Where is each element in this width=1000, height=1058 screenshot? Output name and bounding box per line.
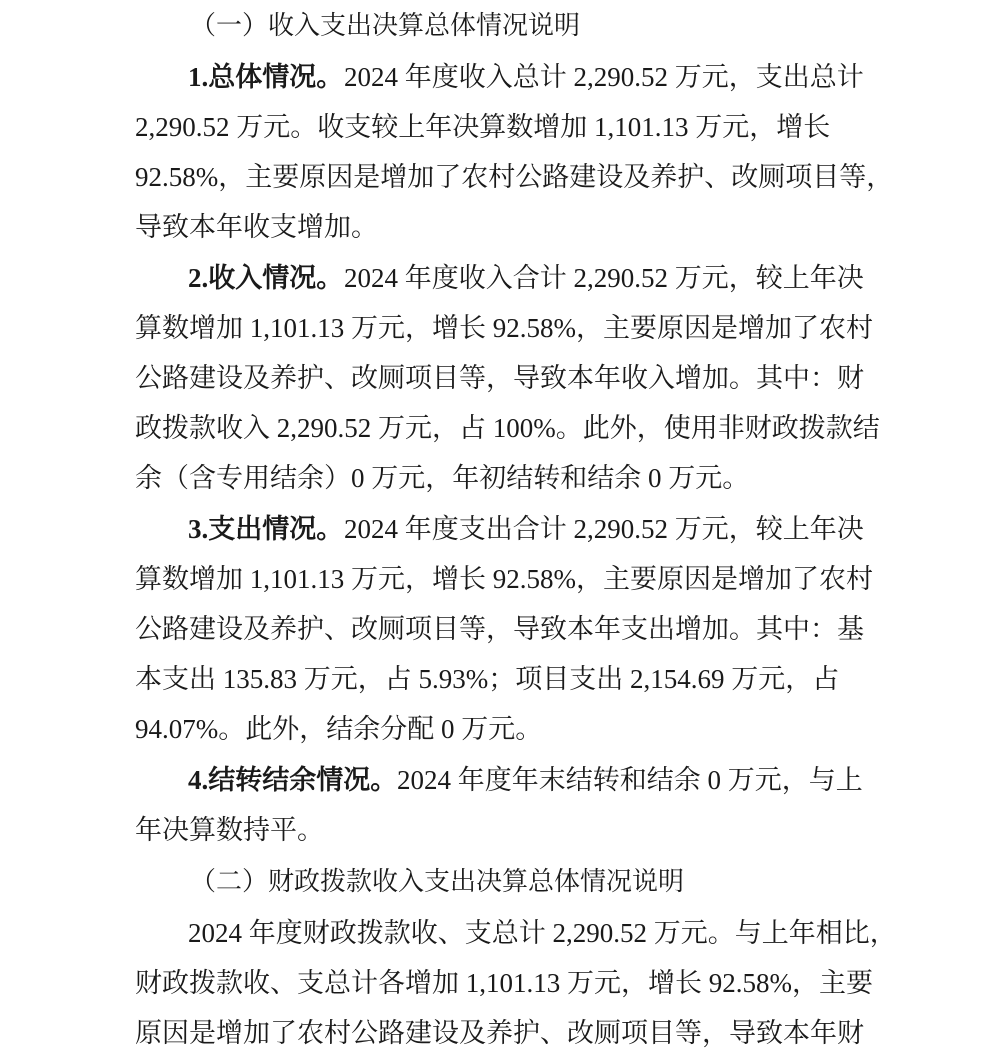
paragraph-expense-text-1: 2024 年度支出合计 2,290.52 万元，较上年决: [344, 514, 864, 544]
paragraph-expense-text-3: 公路建设及养护、改厕项目等，导致本年支出增加。其中：基: [135, 614, 864, 644]
paragraph-expense-label: 3.支出情况。: [188, 514, 344, 544]
section-heading-2-text: （二）财政拨款收入支出决算总体情况说明: [190, 867, 685, 896]
paragraph-income-text-2: 算数增加 1,101.13 万元，增长 92.58%，主要原因是增加了农村: [135, 313, 873, 343]
paragraph-expense-line-1: [0, 504, 1000, 554]
paragraph-fiscal-text-2: 财政拨款收、支总计各增加 1,101.13 万元，增长 92.58%，主要: [135, 968, 873, 998]
paragraph-overall-line-3: [0, 152, 1000, 202]
paragraph-expense-text-2: 算数增加 1,101.13 万元，增长 92.58%，主要原因是增加了农村: [135, 564, 873, 594]
paragraph-fiscal-text-1: 2024 年度财政拨款收、支总计 2,290.52 万元。与上年相比，: [188, 918, 897, 948]
paragraph-fiscal-line-3: [0, 1008, 1000, 1058]
paragraph-overall-line-1: [0, 52, 1000, 102]
paragraph-income-line-5: [0, 453, 1000, 503]
section-heading-1: [0, 1, 1000, 51]
paragraph-expense-line-5: [0, 704, 1000, 754]
paragraph-income-text-3: 公路建设及养护、改厕项目等，导致本年收入增加。其中：财: [135, 363, 864, 393]
paragraph-income-text-4: 政拨款收入 2,290.52 万元，占 100%。此外，使用非财政拨款结: [135, 413, 880, 443]
paragraph-overall-text-3: 92.58%，主要原因是增加了农村公路建设及养护、改厕项目等，: [135, 162, 894, 192]
paragraph-expense-line-3: [0, 604, 1000, 654]
section-heading-2: [0, 857, 1000, 907]
paragraph-expense-line-4: [0, 654, 1000, 704]
paragraph-carryover-text-1: 2024 年度年末结转和结余 0 万元，与上: [397, 765, 863, 795]
paragraph-overall-text-4: 导致本年收支增加。: [135, 212, 378, 242]
paragraph-overall-text-1: 2024 年度收入总计 2,290.52 万元，支出总计: [344, 62, 864, 92]
paragraph-fiscal-text-3: 原因是增加了农村公路建设及养护、改厕项目等，导致本年财: [135, 1018, 864, 1048]
section-heading-1-text: （一）收入支出决算总体情况说明: [190, 11, 581, 40]
paragraph-fiscal-line-2: [0, 958, 1000, 1008]
paragraph-expense-text-4: 本支出 135.83 万元，占 5.93%；项目支出 2,154.69 万元，占: [135, 664, 840, 694]
paragraph-fiscal-line-1: [0, 908, 1000, 958]
paragraph-income-line-2: [0, 303, 1000, 353]
paragraph-income-label: 2.收入情况。: [188, 263, 344, 293]
paragraph-expense-text-5: 94.07%。此外，结余分配 0 万元。: [135, 714, 543, 744]
paragraph-income-text-1: 2024 年度收入合计 2,290.52 万元，较上年决: [344, 263, 864, 293]
paragraph-overall-label: 1.总体情况。: [188, 62, 344, 92]
paragraph-income-line-4: [0, 403, 1000, 453]
paragraph-carryover-text-2: 年决算数持平。: [135, 815, 324, 845]
paragraph-overall-text-2: 2,290.52 万元。收支较上年决算数增加 1,101.13 万元，增长: [135, 112, 831, 142]
paragraph-overall-line-4: [0, 202, 1000, 252]
paragraph-expense-line-2: [0, 554, 1000, 604]
paragraph-income-line-1: [0, 253, 1000, 303]
paragraph-carryover-line-2: [0, 805, 1000, 855]
paragraph-income-text-5: 余（含专用结余）0 万元，年初结转和结余 0 万元。: [135, 463, 750, 493]
paragraph-carryover-line-1: [0, 755, 1000, 805]
paragraph-income-line-3: [0, 353, 1000, 403]
paragraph-carryover-label: 4.结转结余情况。: [188, 765, 398, 795]
paragraph-overall-line-2: [0, 102, 1000, 152]
